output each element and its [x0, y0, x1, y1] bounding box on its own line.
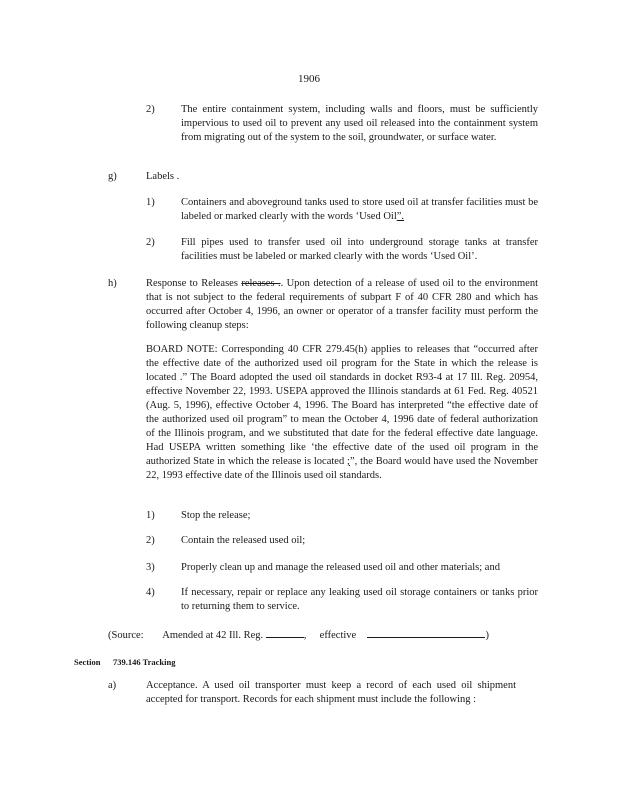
effective-date-blank — [367, 626, 485, 638]
g-item-2-marker: 2) — [146, 237, 155, 248]
item-2-marker: 2) — [146, 104, 155, 115]
step-3-text: Properly clean up and manage the released used oil and other materials; and — [181, 562, 500, 573]
a-marker: a) — [108, 680, 117, 691]
source-comma: , — [303, 630, 307, 641]
board-note-part-3: The Board adopted the used oil standards in docket R93-4 at 17 Ill. Reg. 20954, effective November 22, 1993. USEPA approved the Illinois standards at 61 Fed. Reg. 40521 (Aug. 5, 1996), effective October 4, 1996. The Board has interpreted “the effective date of the authorized used oil program” to mean the October 4, 1996 date of federal authorization of the Illinois program, and we substituted that date for the federal effective date language. Had USEPA written something like ‘the effective date of the used oil program in the authorized State in which the release is located — [146, 372, 538, 467]
source-amended: Amended at 42 Ill. Reg. — [162, 630, 264, 641]
g-item-1-marker: 1) — [146, 197, 155, 208]
step-1-marker: 1) — [146, 510, 155, 521]
section-label: Section — [74, 657, 101, 667]
h-lead: Response to Releases — [146, 278, 238, 289]
step-2-text: Contain the released used oil; — [181, 535, 306, 546]
page-number: 1906 — [298, 73, 320, 85]
step-3-marker: 3) — [146, 562, 155, 573]
g-item-1-body: Containers and aboveground tanks used to store used oil at transfer facilities must be labeled or marked clearly with the words ‘Used Oil — [181, 197, 538, 222]
source-close: ) — [485, 630, 489, 641]
step-4-text: If necessary, repair or replace any leaking used oil storage containers or tanks prior to returning them to service. — [181, 587, 538, 612]
step-2-marker: 2) — [146, 535, 155, 546]
h-marker: h) — [108, 278, 117, 289]
h-paragraph — [146, 277, 538, 333]
g-marker: g) — [108, 171, 117, 182]
step-1-text: Stop the release; — [181, 510, 251, 521]
section-title: 739.146 Tracking — [113, 657, 176, 667]
board-note-part-1: BOARD NOTE: Corresponding 40 CFR 279.45(h) applies to releases that “occurred after the effective date of the authorized used oil program for the State in which the release is located — [146, 344, 538, 383]
h-body: . Upon detection of a release of used oil to the environment that is not subject to the federal requirements of subpart F of 40 CFR 280 and which has occurred after October 4, 1996, an owner or operator of a transfer facility must perform the following cleanup steps: — [146, 278, 538, 331]
source-line — [108, 626, 489, 643]
board-note-part-2: .” — [179, 372, 188, 383]
board-note-part-4: ; — [347, 456, 350, 467]
register-blank — [266, 626, 304, 638]
step-4-marker: 4) — [146, 587, 155, 598]
board-note — [146, 343, 538, 483]
a-text: Acceptance. A used oil transporter must keep a record of each used oil shipment accepted for transport. Records for each shipment must include the following : — [146, 680, 516, 705]
item-2-text: The entire containment system, including walls and floors, must be sufficiently impervious to used oil to prevent any used oil released into the containment system from migrating out of the system to the soil, groundwater, or surface water. — [181, 104, 538, 143]
source-open: (Source: — [108, 630, 144, 641]
g-title: Labels . — [146, 171, 180, 182]
h-struck-text: releases . — [241, 278, 281, 289]
g-item-2-text: Fill pipes used to transfer used oil into underground storage tanks at transfer facilities must be labeled or marked clearly with the words ‘Used Oil’. — [181, 237, 538, 262]
g-item-1-text — [181, 196, 538, 224]
source-effective: effective — [319, 630, 357, 641]
g-item-1-underlined: ”. — [396, 211, 405, 222]
board-note-part-5: ”, the Board would have used the November 22, 1993 effective date of the Illinois used oil standards. — [146, 456, 538, 481]
